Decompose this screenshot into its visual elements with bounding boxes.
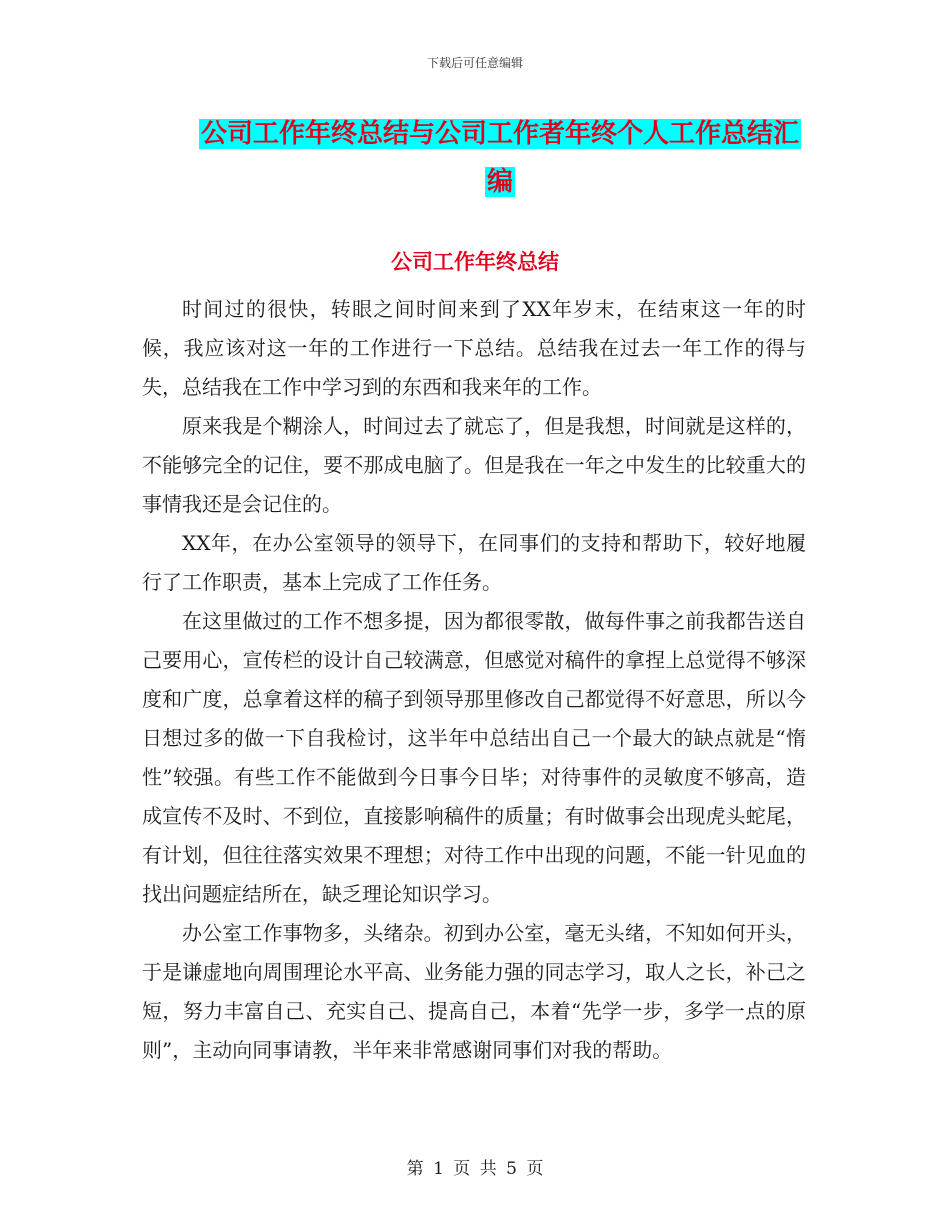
section-title: 公司工作年终总结 xyxy=(391,250,559,274)
document-body xyxy=(142,290,806,1070)
page-footer-indicator: 第 1 页 共 5 页 xyxy=(406,1159,544,1179)
paragraph: 原来我是个糊涂人，时间过去了就忘了，但是我想，时间就是这样的，不能够完全的记住，要不那成电脑了。但是我在一年之中发生的比较重大的事情我还是会记住的。 xyxy=(142,414,806,516)
paragraph: 时间过的很快，转眼之间时间来到了XX年岁末，在结束这一年的时候，我应该对这一年的工作进行一下总结。总结我在过去一年工作的得与失，总结我在工作中学习到的东西和我来年的工作。 xyxy=(142,297,806,399)
paragraph: 办公室工作事物多，头绪杂。初到办公室，毫无头绪，不知如何开头，于是谦虚地向周围理论水平高、业务能力强的同志学习，取人之长，补己之短，努力丰富自己、充实自己、提高自己，本着“先学一步，多学一点的原则”，主动向同事请教，半年来非常感谢同事们对我的帮助。 xyxy=(142,921,806,1062)
page-header-note: 下载后可任意编辑 xyxy=(426,56,523,70)
paragraph: XX年，在办公室领导的领导下，在同事们的支持和帮助下，较好地履行了工作职责，基本上完成了工作任务。 xyxy=(142,531,806,594)
document-title xyxy=(190,110,810,206)
document-title-highlight: 公司工作年终总结与公司工作者年终个人工作总结汇编 xyxy=(200,119,799,197)
paragraph: 在这里做过的工作不想多提，因为都很零散，做每件事之前我都告送自己要用心，宣传栏的设计自己较满意，但感觉对稿件的拿捏上总觉得不够深度和广度，总拿着这样的稿子到领导那里修改自己都觉得不好意思，所以今日想过多的做一下自我检讨，这半年中总结出自己一个最大的缺点就是“惰性”较强。有些工作不能做到今日事今日毕；对待事件的灵敏度不够高，造成宣传不及时、不到位，直接影响稿件的质量；有时做事会出现虎头蛇尾，有计划，但往往落实效果不理想；对待工作中出现的问题，不能一针见血的找出问题症结所在，缺乏理论知识学习。 xyxy=(142,609,806,906)
